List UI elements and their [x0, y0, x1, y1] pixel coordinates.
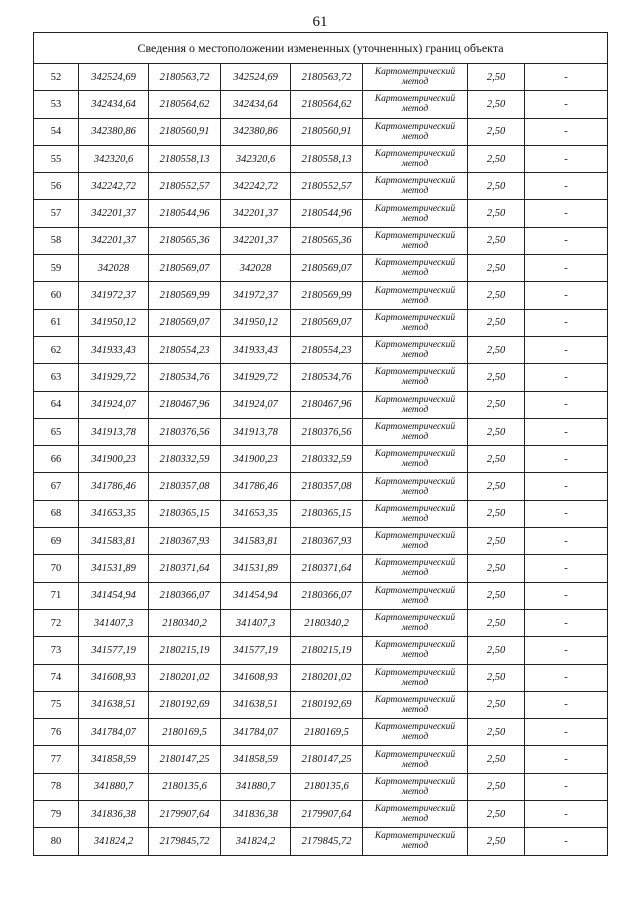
- accuracy-cell: 2,50: [468, 145, 525, 172]
- table-row: [34, 473, 608, 500]
- note-cell: -: [525, 446, 608, 473]
- y-updated-cell: 2180569,07: [291, 309, 363, 336]
- table-row: [34, 528, 608, 555]
- y-updated-cell: 2180215,19: [291, 637, 363, 664]
- table-row: [34, 773, 608, 800]
- point-number-cell: 69: [34, 528, 79, 555]
- method-cell: Картометрический метод: [363, 746, 468, 773]
- note-cell: -: [525, 418, 608, 445]
- note-cell: -: [525, 200, 608, 227]
- y-updated-cell: 2180201,02: [291, 664, 363, 691]
- table-row: [34, 555, 608, 582]
- x-existing-cell: 342028: [79, 255, 149, 282]
- accuracy-cell: 2,50: [468, 91, 525, 118]
- y-existing-cell: 2179907,64: [149, 801, 221, 828]
- accuracy-cell: 2,50: [468, 282, 525, 309]
- method-cell: Картометрический метод: [363, 118, 468, 145]
- x-updated-cell: 341950,12: [221, 309, 291, 336]
- point-number-cell: 78: [34, 773, 79, 800]
- y-existing-cell: 2180554,23: [149, 336, 221, 363]
- accuracy-cell: 2,50: [468, 255, 525, 282]
- accuracy-cell: 2,50: [468, 500, 525, 527]
- note-cell: -: [525, 555, 608, 582]
- x-existing-cell: 341924,07: [79, 391, 149, 418]
- table-row: [34, 609, 608, 636]
- accuracy-cell: 2,50: [468, 64, 525, 91]
- y-updated-cell: 2180332,59: [291, 446, 363, 473]
- y-updated-cell: 2180544,96: [291, 200, 363, 227]
- x-updated-cell: 341608,93: [221, 664, 291, 691]
- method-cell: Картометрический метод: [363, 282, 468, 309]
- note-cell: -: [525, 91, 608, 118]
- x-updated-cell: 341900,23: [221, 446, 291, 473]
- table-row: [34, 309, 608, 336]
- x-existing-cell: 341583,81: [79, 528, 149, 555]
- note-cell: -: [525, 637, 608, 664]
- x-updated-cell: 341638,51: [221, 691, 291, 718]
- accuracy-cell: 2,50: [468, 528, 525, 555]
- accuracy-cell: 2,50: [468, 391, 525, 418]
- method-cell: Картометрический метод: [363, 801, 468, 828]
- accuracy-cell: 2,50: [468, 637, 525, 664]
- x-existing-cell: 341900,23: [79, 446, 149, 473]
- point-number-cell: 67: [34, 473, 79, 500]
- method-cell: Картометрический метод: [363, 719, 468, 746]
- x-existing-cell: 341407,3: [79, 609, 149, 636]
- x-existing-cell: 342201,37: [79, 200, 149, 227]
- accuracy-cell: 2,50: [468, 664, 525, 691]
- note-cell: -: [525, 773, 608, 800]
- y-existing-cell: 2180569,07: [149, 309, 221, 336]
- x-existing-cell: 341858,59: [79, 746, 149, 773]
- accuracy-cell: 2,50: [468, 118, 525, 145]
- note-cell: -: [525, 500, 608, 527]
- x-existing-cell: 341653,35: [79, 500, 149, 527]
- note-cell: -: [525, 719, 608, 746]
- point-number-cell: 54: [34, 118, 79, 145]
- y-updated-cell: 2180376,56: [291, 418, 363, 445]
- x-existing-cell: 341824,2: [79, 828, 149, 855]
- x-existing-cell: 342524,69: [79, 64, 149, 91]
- note-cell: -: [525, 118, 608, 145]
- accuracy-cell: 2,50: [468, 309, 525, 336]
- note-cell: -: [525, 801, 608, 828]
- y-existing-cell: 2180376,56: [149, 418, 221, 445]
- method-cell: Картометрический метод: [363, 91, 468, 118]
- x-updated-cell: 341784,07: [221, 719, 291, 746]
- y-existing-cell: 2180169,5: [149, 719, 221, 746]
- y-updated-cell: 2180565,36: [291, 227, 363, 254]
- y-existing-cell: 2180544,96: [149, 200, 221, 227]
- page-number: 61: [312, 14, 328, 30]
- y-existing-cell: 2180135,6: [149, 773, 221, 800]
- x-updated-cell: 342242,72: [221, 173, 291, 200]
- table-title: Сведения о местоположении измененных (уточненных) границ объекта: [34, 33, 608, 64]
- y-existing-cell: 2180569,07: [149, 255, 221, 282]
- x-updated-cell: 341531,89: [221, 555, 291, 582]
- x-existing-cell: 341608,93: [79, 664, 149, 691]
- method-cell: Картометрический метод: [363, 664, 468, 691]
- accuracy-cell: 2,50: [468, 173, 525, 200]
- x-existing-cell: 341454,94: [79, 582, 149, 609]
- point-number-cell: 62: [34, 336, 79, 363]
- method-cell: Картометрический метод: [363, 473, 468, 500]
- table-row: [34, 64, 608, 91]
- note-cell: -: [525, 227, 608, 254]
- point-number-cell: 53: [34, 91, 79, 118]
- y-existing-cell: 2180534,76: [149, 364, 221, 391]
- point-number-cell: 59: [34, 255, 79, 282]
- x-updated-cell: 341929,72: [221, 364, 291, 391]
- note-cell: -: [525, 309, 608, 336]
- accuracy-cell: 2,50: [468, 473, 525, 500]
- x-existing-cell: 342242,72: [79, 173, 149, 200]
- note-cell: -: [525, 255, 608, 282]
- x-existing-cell: 341913,78: [79, 418, 149, 445]
- x-updated-cell: 341824,2: [221, 828, 291, 855]
- y-updated-cell: 2180560,91: [291, 118, 363, 145]
- point-number-cell: 63: [34, 364, 79, 391]
- y-updated-cell: 2180554,23: [291, 336, 363, 363]
- accuracy-cell: 2,50: [468, 364, 525, 391]
- note-cell: -: [525, 364, 608, 391]
- accuracy-cell: 2,50: [468, 828, 525, 855]
- x-existing-cell: 342201,37: [79, 227, 149, 254]
- table-row: [34, 227, 608, 254]
- table-row: [34, 118, 608, 145]
- x-existing-cell: 342380,86: [79, 118, 149, 145]
- method-cell: Картометрический метод: [363, 828, 468, 855]
- method-cell: Картометрический метод: [363, 173, 468, 200]
- point-number-cell: 58: [34, 227, 79, 254]
- accuracy-cell: 2,50: [468, 446, 525, 473]
- note-cell: -: [525, 391, 608, 418]
- x-existing-cell: 341784,07: [79, 719, 149, 746]
- x-updated-cell: 342524,69: [221, 64, 291, 91]
- y-updated-cell: 2180340,2: [291, 609, 363, 636]
- x-updated-cell: 341880,7: [221, 773, 291, 800]
- y-updated-cell: 2180564,62: [291, 91, 363, 118]
- y-existing-cell: 2180215,19: [149, 637, 221, 664]
- x-updated-cell: 341407,3: [221, 609, 291, 636]
- x-updated-cell: 341583,81: [221, 528, 291, 555]
- table-row: [34, 282, 608, 309]
- note-cell: -: [525, 609, 608, 636]
- table-row: [34, 91, 608, 118]
- accuracy-cell: 2,50: [468, 691, 525, 718]
- y-updated-cell: 2180371,64: [291, 555, 363, 582]
- point-number-cell: 52: [34, 64, 79, 91]
- table-row: [34, 801, 608, 828]
- table-row: [34, 200, 608, 227]
- y-existing-cell: 2180467,96: [149, 391, 221, 418]
- y-updated-cell: 2180569,07: [291, 255, 363, 282]
- method-cell: Картометрический метод: [363, 637, 468, 664]
- y-updated-cell: 2180366,07: [291, 582, 363, 609]
- x-updated-cell: 341577,19: [221, 637, 291, 664]
- x-existing-cell: 341786,46: [79, 473, 149, 500]
- y-updated-cell: 2180357,08: [291, 473, 363, 500]
- x-existing-cell: 341950,12: [79, 309, 149, 336]
- x-updated-cell: 341786,46: [221, 473, 291, 500]
- y-existing-cell: 2180366,07: [149, 582, 221, 609]
- x-existing-cell: 341929,72: [79, 364, 149, 391]
- x-updated-cell: 341836,38: [221, 801, 291, 828]
- table-row: [34, 336, 608, 363]
- y-updated-cell: 2180192,69: [291, 691, 363, 718]
- x-updated-cell: 341933,43: [221, 336, 291, 363]
- table-row: [34, 637, 608, 664]
- point-number-cell: 57: [34, 200, 79, 227]
- point-number-cell: 68: [34, 500, 79, 527]
- method-cell: Картометрический метод: [363, 582, 468, 609]
- method-cell: Картометрический метод: [363, 691, 468, 718]
- y-existing-cell: 2180201,02: [149, 664, 221, 691]
- point-number-cell: 66: [34, 446, 79, 473]
- note-cell: -: [525, 828, 608, 855]
- y-updated-cell: 2180365,15: [291, 500, 363, 527]
- y-existing-cell: 2179845,72: [149, 828, 221, 855]
- x-existing-cell: 341836,38: [79, 801, 149, 828]
- x-updated-cell: 341653,35: [221, 500, 291, 527]
- note-cell: -: [525, 528, 608, 555]
- method-cell: Картометрический метод: [363, 64, 468, 91]
- y-existing-cell: 2180560,91: [149, 118, 221, 145]
- y-updated-cell: 2179907,64: [291, 801, 363, 828]
- y-updated-cell: 2180558,13: [291, 145, 363, 172]
- note-cell: -: [525, 582, 608, 609]
- method-cell: Картометрический метод: [363, 773, 468, 800]
- method-cell: Картометрический метод: [363, 227, 468, 254]
- accuracy-cell: 2,50: [468, 582, 525, 609]
- note-cell: -: [525, 473, 608, 500]
- table-row: [34, 664, 608, 691]
- accuracy-cell: 2,50: [468, 801, 525, 828]
- method-cell: Картометрический метод: [363, 609, 468, 636]
- y-existing-cell: 2180564,62: [149, 91, 221, 118]
- point-number-cell: 64: [34, 391, 79, 418]
- y-updated-cell: 2180135,6: [291, 773, 363, 800]
- accuracy-cell: 2,50: [468, 200, 525, 227]
- y-existing-cell: 2180563,72: [149, 64, 221, 91]
- table-row: [34, 446, 608, 473]
- table-row: [34, 746, 608, 773]
- point-number-cell: 77: [34, 746, 79, 773]
- method-cell: Картометрический метод: [363, 255, 468, 282]
- note-cell: -: [525, 145, 608, 172]
- x-existing-cell: 341577,19: [79, 637, 149, 664]
- y-existing-cell: 2180192,69: [149, 691, 221, 718]
- x-existing-cell: 341531,89: [79, 555, 149, 582]
- accuracy-cell: 2,50: [468, 227, 525, 254]
- accuracy-cell: 2,50: [468, 336, 525, 363]
- accuracy-cell: 2,50: [468, 418, 525, 445]
- accuracy-cell: 2,50: [468, 746, 525, 773]
- note-cell: -: [525, 282, 608, 309]
- point-number-cell: 80: [34, 828, 79, 855]
- table-body: [34, 64, 608, 856]
- y-existing-cell: 2180365,15: [149, 500, 221, 527]
- y-updated-cell: 2179845,72: [291, 828, 363, 855]
- point-number-cell: 65: [34, 418, 79, 445]
- y-updated-cell: 2180147,25: [291, 746, 363, 773]
- table-row: [34, 500, 608, 527]
- y-existing-cell: 2180371,64: [149, 555, 221, 582]
- table-row: [34, 828, 608, 855]
- y-existing-cell: 2180565,36: [149, 227, 221, 254]
- boundary-table: [33, 32, 608, 856]
- method-cell: Картометрический метод: [363, 500, 468, 527]
- x-updated-cell: 342434,64: [221, 91, 291, 118]
- x-updated-cell: 342380,86: [221, 118, 291, 145]
- method-cell: Картометрический метод: [363, 528, 468, 555]
- point-number-cell: 56: [34, 173, 79, 200]
- x-existing-cell: 342434,64: [79, 91, 149, 118]
- point-number-cell: 71: [34, 582, 79, 609]
- x-updated-cell: 341454,94: [221, 582, 291, 609]
- method-cell: Картометрический метод: [363, 391, 468, 418]
- point-number-cell: 72: [34, 609, 79, 636]
- x-existing-cell: 341638,51: [79, 691, 149, 718]
- table-row: [34, 364, 608, 391]
- table-row: [34, 418, 608, 445]
- y-updated-cell: 2180552,57: [291, 173, 363, 200]
- y-existing-cell: 2180357,08: [149, 473, 221, 500]
- x-existing-cell: 342320,6: [79, 145, 149, 172]
- x-updated-cell: 341858,59: [221, 746, 291, 773]
- note-cell: -: [525, 173, 608, 200]
- point-number-cell: 55: [34, 145, 79, 172]
- x-updated-cell: 342028: [221, 255, 291, 282]
- table-row: [34, 145, 608, 172]
- method-cell: Картометрический метод: [363, 364, 468, 391]
- point-number-cell: 73: [34, 637, 79, 664]
- y-existing-cell: 2180569,99: [149, 282, 221, 309]
- y-existing-cell: 2180147,25: [149, 746, 221, 773]
- x-updated-cell: 342320,6: [221, 145, 291, 172]
- method-cell: Картометрический метод: [363, 446, 468, 473]
- y-existing-cell: 2180552,57: [149, 173, 221, 200]
- x-existing-cell: 341933,43: [79, 336, 149, 363]
- table-row: [34, 391, 608, 418]
- note-cell: -: [525, 336, 608, 363]
- accuracy-cell: 2,50: [468, 773, 525, 800]
- y-existing-cell: 2180558,13: [149, 145, 221, 172]
- table-row: [34, 255, 608, 282]
- point-number-cell: 61: [34, 309, 79, 336]
- accuracy-cell: 2,50: [468, 555, 525, 582]
- point-number-cell: 60: [34, 282, 79, 309]
- method-cell: Картометрический метод: [363, 418, 468, 445]
- x-updated-cell: 342201,37: [221, 200, 291, 227]
- method-cell: Картометрический метод: [363, 145, 468, 172]
- y-updated-cell: 2180367,93: [291, 528, 363, 555]
- note-cell: -: [525, 664, 608, 691]
- y-existing-cell: 2180367,93: [149, 528, 221, 555]
- point-number-cell: 76: [34, 719, 79, 746]
- table-row: [34, 582, 608, 609]
- method-cell: Картометрический метод: [363, 336, 468, 363]
- table-row: [34, 719, 608, 746]
- x-existing-cell: 341972,37: [79, 282, 149, 309]
- method-cell: Картометрический метод: [363, 200, 468, 227]
- x-existing-cell: 341880,7: [79, 773, 149, 800]
- point-number-cell: 75: [34, 691, 79, 718]
- method-cell: Картометрический метод: [363, 309, 468, 336]
- y-updated-cell: 2180467,96: [291, 391, 363, 418]
- table-row: [34, 173, 608, 200]
- x-updated-cell: 342201,37: [221, 227, 291, 254]
- y-existing-cell: 2180340,2: [149, 609, 221, 636]
- point-number-cell: 70: [34, 555, 79, 582]
- y-updated-cell: 2180169,5: [291, 719, 363, 746]
- point-number-cell: 74: [34, 664, 79, 691]
- table-header-row: [34, 33, 608, 64]
- note-cell: -: [525, 746, 608, 773]
- point-number-cell: 79: [34, 801, 79, 828]
- method-cell: Картометрический метод: [363, 555, 468, 582]
- y-updated-cell: 2180569,99: [291, 282, 363, 309]
- y-updated-cell: 2180534,76: [291, 364, 363, 391]
- table-row: [34, 691, 608, 718]
- x-updated-cell: 341913,78: [221, 418, 291, 445]
- x-updated-cell: 341972,37: [221, 282, 291, 309]
- x-updated-cell: 341924,07: [221, 391, 291, 418]
- y-updated-cell: 2180563,72: [291, 64, 363, 91]
- accuracy-cell: 2,50: [468, 719, 525, 746]
- y-existing-cell: 2180332,59: [149, 446, 221, 473]
- note-cell: -: [525, 64, 608, 91]
- note-cell: -: [525, 691, 608, 718]
- accuracy-cell: 2,50: [468, 609, 525, 636]
